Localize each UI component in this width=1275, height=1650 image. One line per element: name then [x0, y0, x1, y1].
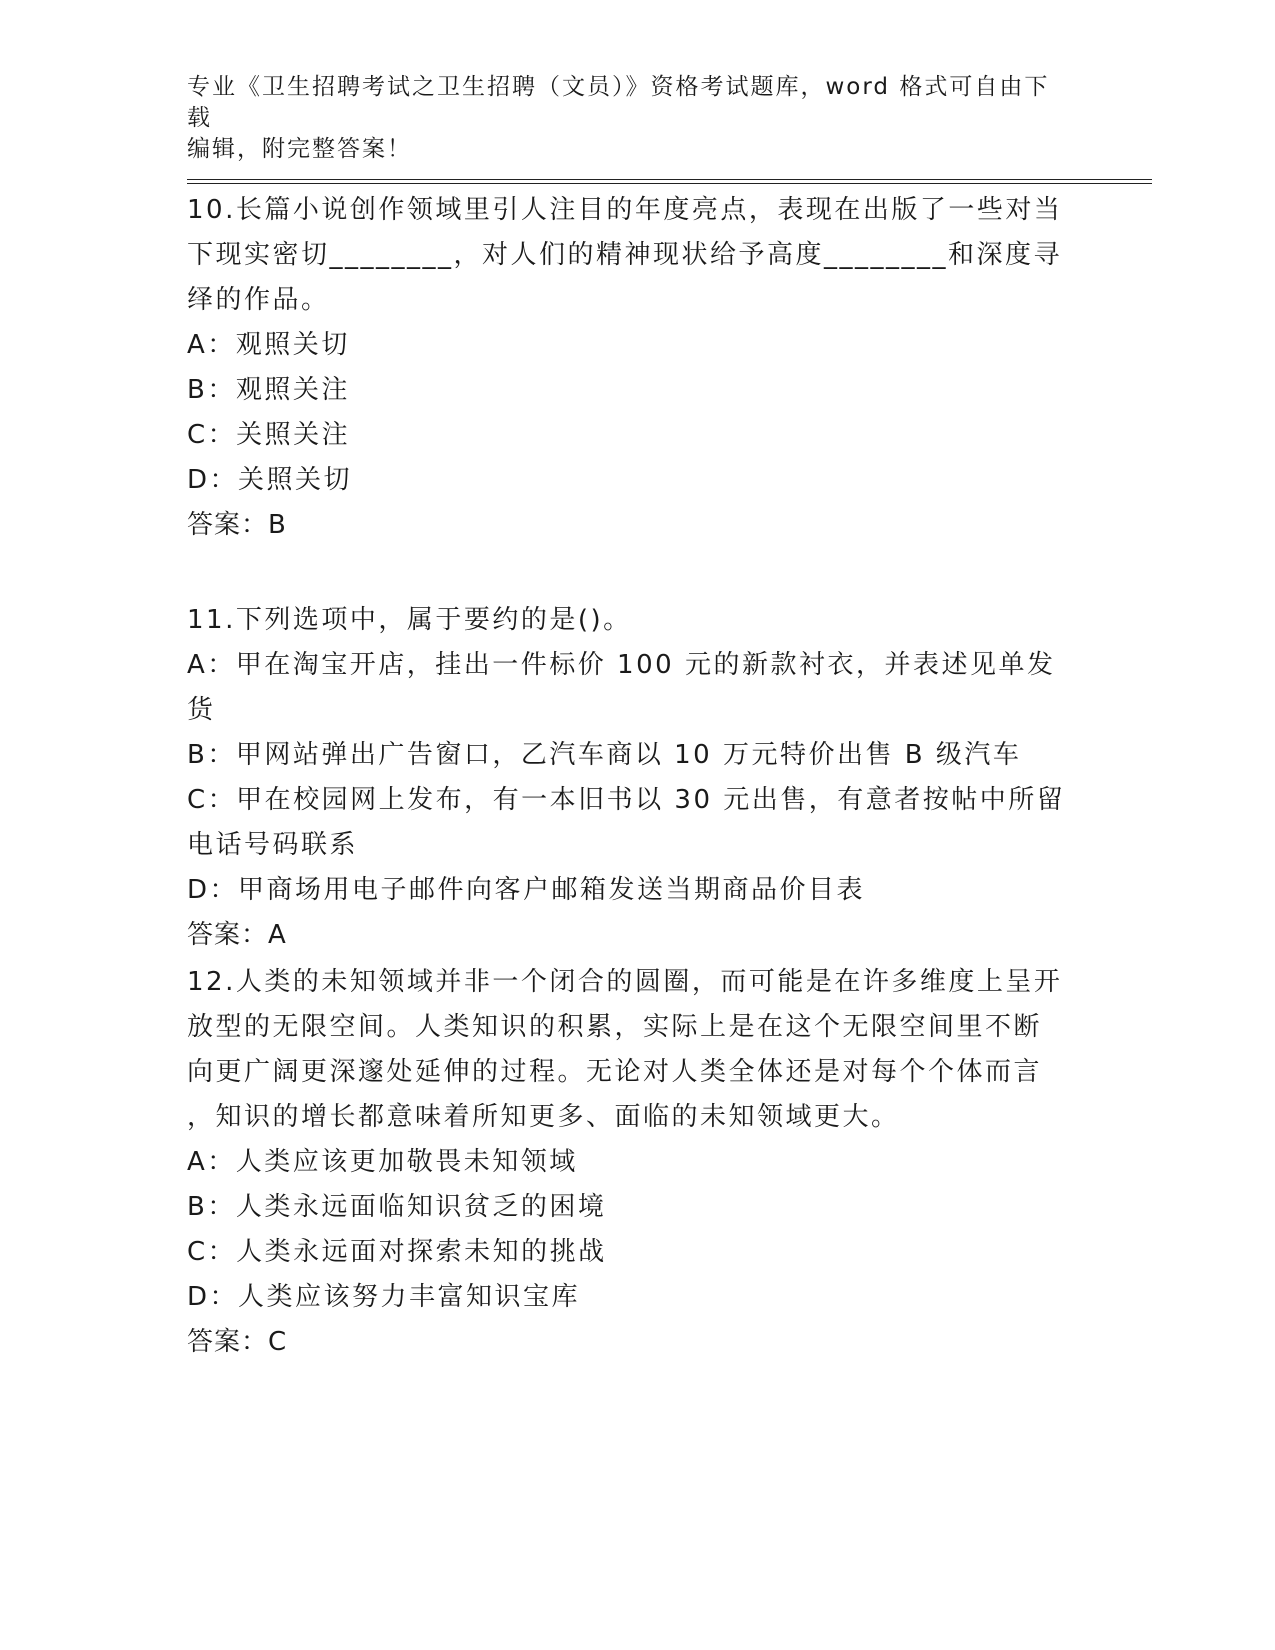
question-stem-line: 下现实密切________，对人们的精神现状给予高度________和深度寻	[187, 240, 1063, 270]
question-12	[187, 960, 1067, 1365]
answer-line: 答案：B	[187, 510, 287, 540]
question-stem-line: ，知识的增长都意味着所知更多、面临的未知领域更大。	[187, 1102, 900, 1132]
document-header	[187, 72, 1067, 165]
option-c: C：人类永远面对探索未知的挑战	[187, 1237, 607, 1267]
question-stem-line: 10.长篇小说创作领域里引人注目的年度亮点，表现在出版了一些对当	[187, 195, 1063, 225]
question-stem-line: 12.人类的未知领域并非一个闭合的圆圈，而可能是在许多维度上呈开	[187, 967, 1063, 997]
option-c-continued: 电话号码联系	[187, 830, 359, 860]
question-11	[187, 598, 1067, 958]
answer-line: 答案：C	[187, 1327, 288, 1357]
option-b: B：甲网站弹出广告窗口，乙汽车商以 10 万元特价出售 B 级汽车	[187, 740, 1022, 770]
question-stem-line: 向更广阔更深邃处延伸的过程。无论对人类全体还是对每个个体而言	[187, 1057, 1043, 1087]
header-line-1: 专业《卫生招聘考试之卫生招聘（文员）》资格考试题库，word 格式可自由下载	[187, 74, 1050, 131]
header-divider-bottom	[187, 183, 1152, 184]
option-d: D：人类应该努力丰富知识宝库	[187, 1282, 581, 1312]
question-stem-line: 放型的无限空间。人类知识的积累，实际上是在这个无限空间里不断	[187, 1012, 1043, 1042]
option-d: D：甲商场用电子邮件向客户邮箱发送当期商品价目表	[187, 875, 866, 905]
question-stem-line: 11.下列选项中，属于要约的是()。	[187, 605, 632, 635]
answer-line: 答案：A	[187, 920, 287, 950]
option-c: C：关照关注	[187, 420, 351, 450]
header-line-2: 编辑，附完整答案！	[187, 136, 412, 162]
option-a: A：人类应该更加敬畏未知领域	[187, 1147, 578, 1177]
option-b: B：观照关注	[187, 375, 350, 405]
option-b: B：人类永远面临知识贫乏的困境	[187, 1192, 607, 1222]
question-stem-line: 绎的作品。	[187, 285, 330, 315]
option-a: A：甲在淘宝开店，挂出一件标价 100 元的新款衬衣，并表述见单发货	[187, 650, 1056, 725]
header-divider-top	[187, 179, 1152, 180]
question-10	[187, 188, 1067, 548]
option-d: D：关照关切	[187, 465, 353, 495]
option-a: A：观照关切	[187, 330, 350, 360]
option-c: C：甲在校园网上发布，有一本旧书以 30 元出售，有意者按帖中所留	[187, 785, 1066, 815]
